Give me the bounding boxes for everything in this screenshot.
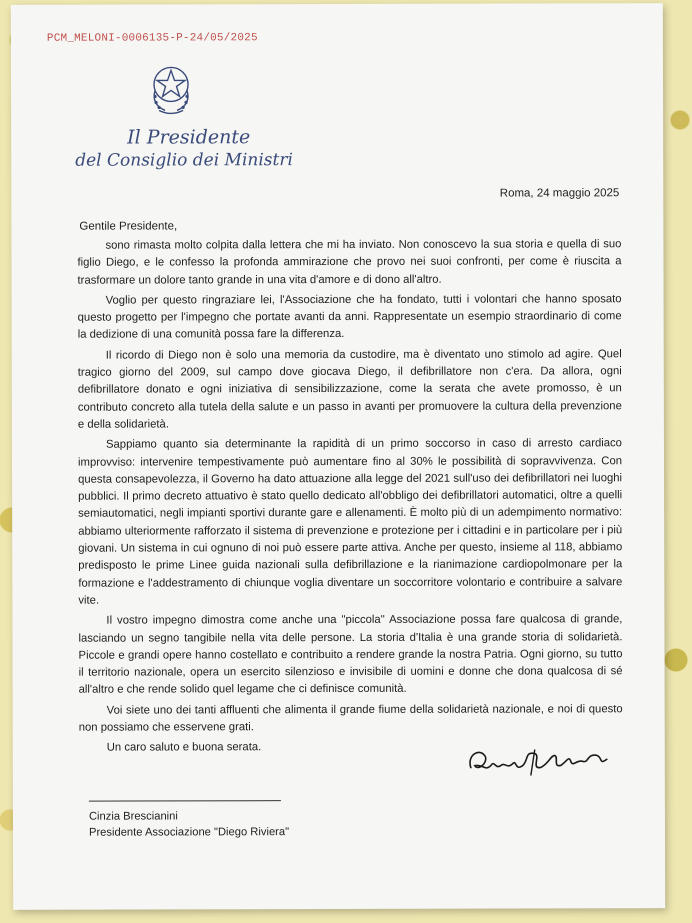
italian-republic-emblem-icon [147,60,195,116]
paragraph: sono rimasta molto colpita dalla lettera che mi ha inviato. Non conoscevo la sua storia e quella di suo figlio Diego, e le confesso la profonda ammirazione che provo nei suoi confronti, per come è riuscita a trasformare un dolore tanto grande in una vita d'amore e di dono all'altro. [77,238,622,287]
recipient-block [89,808,289,841]
office-title-line1: Il Presidente [127,126,251,149]
letter-date: Roma, 24 maggio 2025 [499,187,620,200]
paragraph: Sappiamo quanto sia determinante la rapidità di un primo soccorso in caso di arresto cardiaco improvviso: intervenire tempestivamente può aumentare fino al 30% le possibilità di sopravvivenza. Con questa consapevolezza, il Governo ha dato attuazione alla legge del 2021 sull'uso dei defibrillatori nei luoghi pubblici. Il primo decreto attuativo è stato quello dedicato all'obbligo dei defibrillatori automatici, oltre a quelli semiautomatici, negli impianti sportivi durante gare e allenamenti. È molto più di un adempimento normativo: abbiamo ulteriormente rafforzato il sistema di prevenzione e protezione per i cittadini e in particolare per i più giovani. Un sistema in cui ognuno di noi può essere parte attiva. Anche per questo, insieme al 118, abbiamo predisposto le prime Linee guida nazionali sulla defibrillazione e la rianimazione cardiopolmonare per la formazione e l'addestramento di chiunque voglia diventare un soccorritore volontario e contribuire a salvare vite. [77,437,623,607]
handwritten-signature [465,741,615,781]
salutation: Gentile Presidente, [79,220,178,233]
paragraph: Voglio per questo ringraziare lei, l'Associazione che ha fondato, tutti i volontari che hanno sposato questo progetto per l'impegno che portate avanti da anni. Rappresentate un esempio straordinario di come la dedizione di una comunità possa fare la differenza. [77,293,622,342]
office-title-line2: del Consiglio dei Ministri [75,150,293,171]
closing-line: Un caro saluto e buona serata. [106,741,262,754]
protocol-stamp: PCM_MELONI-0006135-P-24/05/2025 [46,32,258,45]
letterhead-office [75,124,295,175]
recipient-name: Cinzia Brescianini [88,810,178,823]
letter-body [77,236,622,760]
letter-page [11,3,665,910]
paragraph: Voi siete uno dei tanti affluenti che alimenta il grande fiume della solidarietà nazionale, e noi di questo non possiamo che esservene grati. [78,702,623,734]
recipient-title: Presidente Associazione "Diego Riviera" [88,826,290,839]
paragraph: Il ricordo di Diego non è solo una memoria da custodire, ma è diventato uno stimolo ad agire. Quel tragico giorno del 2009, sul campo dove giocava Diego, il defibrillatore non c'era. Da allora, ogni defibrillatore donato e ogni iniziativa di sensibilizzazione, come la serata che avete promosso, è un contributo concreto alla tutela della salute e un passo in avanti per promuovere la cultura della prevenzione e della solidarietà. [77,348,622,431]
paragraph: Il vostro impegno dimostra come anche una "piccola" Associazione possa fare qualcosa di grande, lasciando un segno tangibile nella vita delle persone. La storia d'Italia è una grande storia di solidarietà. Piccole e grandi opere hanno costellato e contribuito a rendere grande la nostra Patria. Ogni giorno, su tutto il territorio nazionale, opera un esercito silenzioso e invisibile di uomini e donne che dona qualcosa di sé all'altro e che rende solido quel legame che ci definisce comunità. [78,613,623,697]
recipient-divider [89,800,281,802]
